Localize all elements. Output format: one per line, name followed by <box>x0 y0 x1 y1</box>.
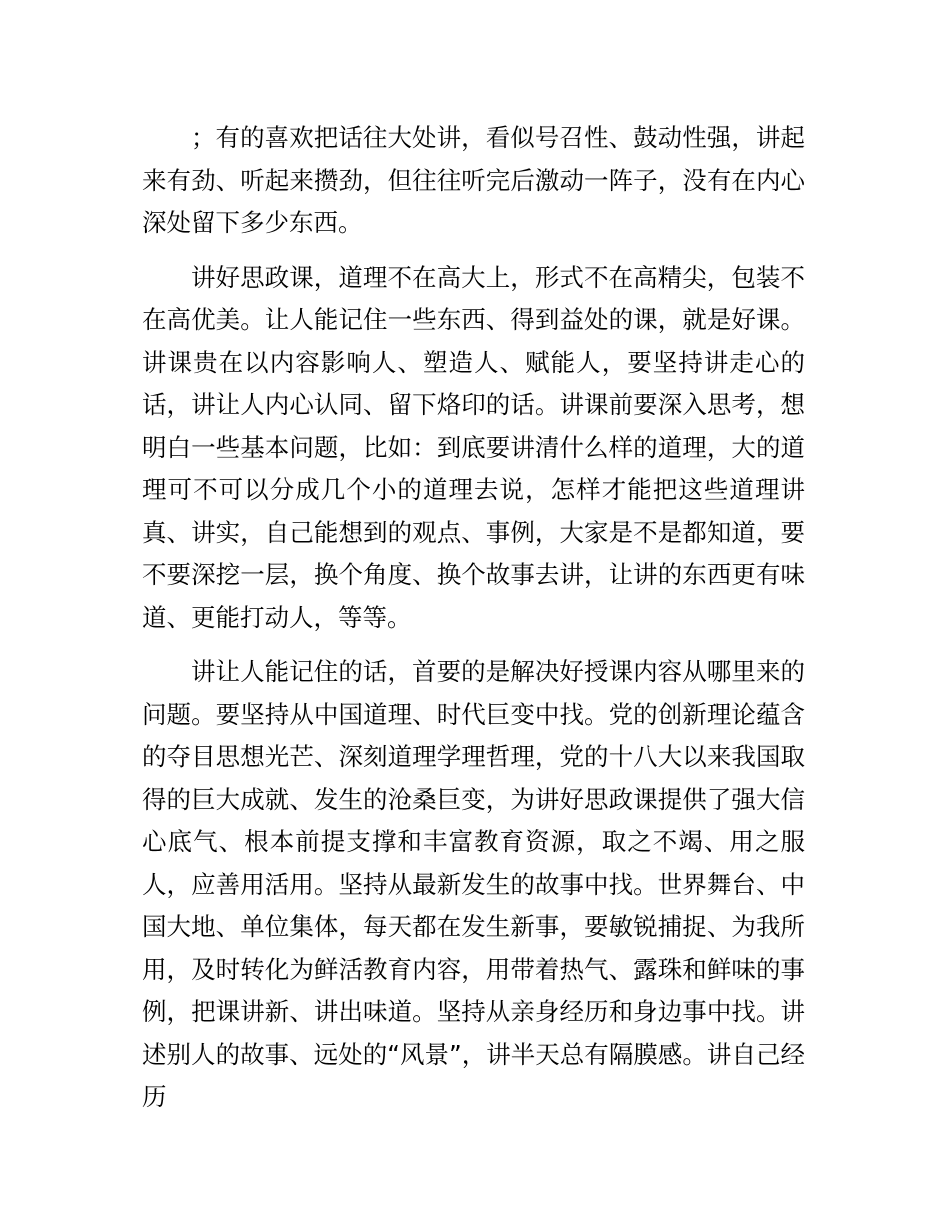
paragraph-3: 讲让人能记住的话，首要的是解决好授课内容从哪里来的问题。要坚持从中国道理、时代巨变中找。党的创新理论蕴含的夺目思想光芒、深刻道理学理哲理，党的十八大以来我国取得的巨大成就、发生的沧桑巨变，为讲好思政课提供了强大信心底气、根本前提支撑和丰富教育资源，取之不竭、用之服人，应善用活用。坚持从最新发生的故事中找。世界舞台、中国大地、单位集体，每天都在发生新事，要敏锐捕捉、为我所用，及时转化为鲜活教育内容，用带着热气、露珠和鲜味的事例，把课讲新、讲出味道。坚持从亲身经历和身边事中找。讲述别人的故事、远处的“风景”，讲半天总有隔膜感。讲自己经历 <box>142 657 805 1111</box>
paragraph-2: 讲好思政课，道理不在高大上，形式不在高精尖，包装不在高优美。让人能记住一些东西、得到益处的课，就是好课。讲课贵在以内容影响人、塑造人、赋能人，要坚持讲走心的话，讲让人内心认同、留下烙印的话。讲课前要深入思考，想明白一些基本问题，比如：到底要讲清什么样的道理，大的道理可不可以分成几个小的道理去说，怎样才能把这些道理讲真、讲实，自己能想到的观点、事例，大家是不是都知道，要不要深挖一层，换个角度、换个故事去讲，让讲的东西更有味道、更能打动人，等等。 <box>142 262 805 632</box>
document-body <box>142 117 805 1131</box>
paragraph-1: ；有的喜欢把话往大处讲，看似号召性、鼓动性强，讲起来有劲、听起来攒劲，但往往听完后激动一阵子，没有在内心深处留下多少东西。 <box>142 123 805 237</box>
